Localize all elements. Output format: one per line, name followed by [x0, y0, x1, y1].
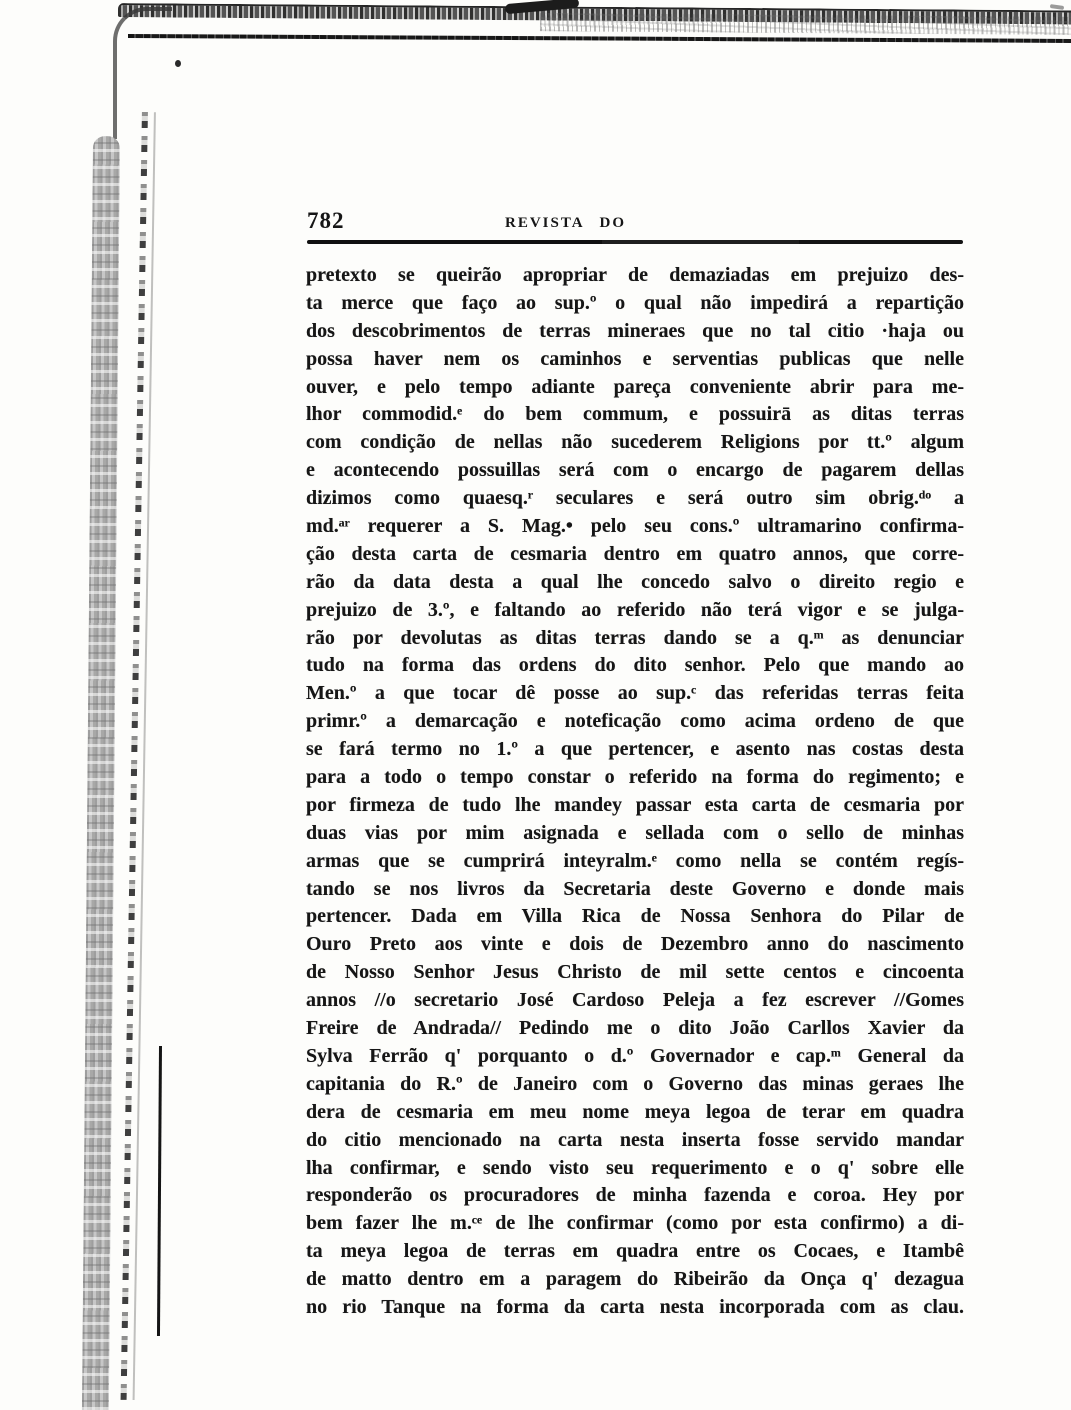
text-line: dizimos como quaesq.ʳ seculares e será outro sim obrig.ᵈᵒ a	[306, 487, 964, 510]
text-line: Ouro Preto aos vinte e dois de Dezembro anno do nascimento	[306, 933, 964, 956]
text-line: ta meya legoa de terras em quadra entre os Cocaes, e Itambê	[306, 1240, 964, 1263]
text-line: ta merce que faço ao sup.º o qual não impedirá a repartição	[306, 291, 964, 314]
text-line: ção desta carta de cesmaria dentro em quatro annos, que corre-	[306, 542, 964, 565]
scan-top-edge-band	[118, 3, 1071, 25]
text-line: e acontecendo possuillas será com o encargo de pagarem dellas	[306, 459, 964, 482]
text-line: armas que se cumprirá inteyralm.ᵉ como nella se contém regís-	[306, 849, 964, 872]
text-line: tando se nos livros da Secretaria deste Governo e donde mais	[306, 877, 964, 900]
text-line: lhor commodid.ᵉ do bem commum, e possuirā as ditas terras	[306, 403, 964, 426]
text-line: rão por devolutas as ditas terras dando se a q.ᵐ as denunciar	[306, 626, 964, 649]
scan-left-gutter-shadow	[82, 136, 120, 1410]
text-line: com condição de nellas não sucederem Religions por tt.º algum	[306, 431, 964, 454]
text-line: Men.º a que tocar dê posse ao sup.ᶜ das referidas terras feita	[306, 682, 964, 705]
text-line: de matto dentro em a paragem do Ribeirão da Onça q' dezagua	[306, 1268, 964, 1291]
text-line: dos descobrimentos de terras mineraes que no tal citio ·haja ou	[306, 319, 964, 342]
text-line: se fará termo no 1.º a que pertencer, e asento nas costas desta	[306, 738, 964, 761]
text-line: capitania do R.º de Janeiro com o Governo das minas geraes lhe	[306, 1072, 964, 1095]
text-line: no rio Tanque na forma da carta nesta incorporada com as clau.	[306, 1295, 964, 1318]
text-line: prejuizo de 3.º, e faltando ao referido não terá vigor e se julga-	[306, 598, 964, 621]
scan-left-edge-dashed-line	[121, 108, 148, 1400]
text-line: de Nosso Senhor Jesus Christo de mil sette centos e cincoenta	[306, 961, 964, 984]
text-line: tudo na forma das ordens do dito senhor. Pelo que mando ao	[306, 654, 964, 677]
text-line: para a todo o tempo constar o referido na forma do regimento; e	[306, 766, 964, 789]
text-line: pretexto se queirão apropriar de demaziadas em prejuizo des-	[306, 264, 964, 286]
text-line: dera de cesmaria em meu nome meya legoa de terar em quadra	[306, 1100, 964, 1123]
text-line: duas vias por mim asignada e sellada com o sello de minhas	[306, 821, 964, 844]
running-title: REVISTA DO	[505, 215, 626, 231]
text-line: rão da data desta a qual lhe concedo salvo o direito regio e	[306, 570, 964, 593]
scan-top-ink-dash	[505, 0, 580, 14]
text-line: md.ᵃʳ requerer a S. Mag.• pelo seu cons.º ultramarino confirma-	[306, 515, 964, 538]
text-line: Sylva Ferrão q' porquanto o d.º Governador e cap.ᵐ General da	[306, 1044, 964, 1067]
text-line: lha confirmar, e sendo visto seu requerimento e o q' sobre elle	[306, 1156, 964, 1179]
text-line: primr.º a demarcação e noteficação como acima ordeno de que	[306, 710, 964, 733]
text-line: responderão os procuradores de minha fazenda e coroa. Hey por	[306, 1184, 964, 1207]
text-line: pertencer. Dada em Villa Rica de Nossa Senhora do Pilar de	[306, 905, 964, 928]
header-rule	[307, 240, 963, 244]
text-line: annos //o secretario José Cardoso Peleja a fez escrever //Gomes	[306, 989, 964, 1012]
text-line: bem fazer lhe m.ᶜᵉ de lhe confirmar (como por esta confirmo) a di-	[306, 1212, 964, 1235]
text-line: por firmeza de tudo lhe mandey passar esta carta de cesmaria por	[306, 793, 964, 816]
text-line: Freire de Andrada// Pedindo me o dito João Carllos Xavier da	[306, 1017, 964, 1040]
text-line: possa haver nem os caminhos e serventias publicas que nelle	[306, 347, 964, 370]
page-number: 782	[307, 208, 345, 233]
text-line: do citio mencionado na carta nesta inserta fosse servido mandar	[306, 1128, 964, 1151]
scan-left-edge-solid-line	[157, 1046, 162, 1336]
text-line: ouver, e pelo tempo adiante pareça conveniente abrir para me-	[306, 375, 964, 398]
scan-top-right-speck	[1050, 4, 1064, 10]
scan-top-edge-noise	[540, 13, 1071, 35]
scan-speck-dot	[175, 60, 181, 67]
scan-top-edge-line	[128, 34, 1071, 43]
scan-corner-curve	[113, 7, 172, 139]
body-text	[306, 262, 964, 1322]
